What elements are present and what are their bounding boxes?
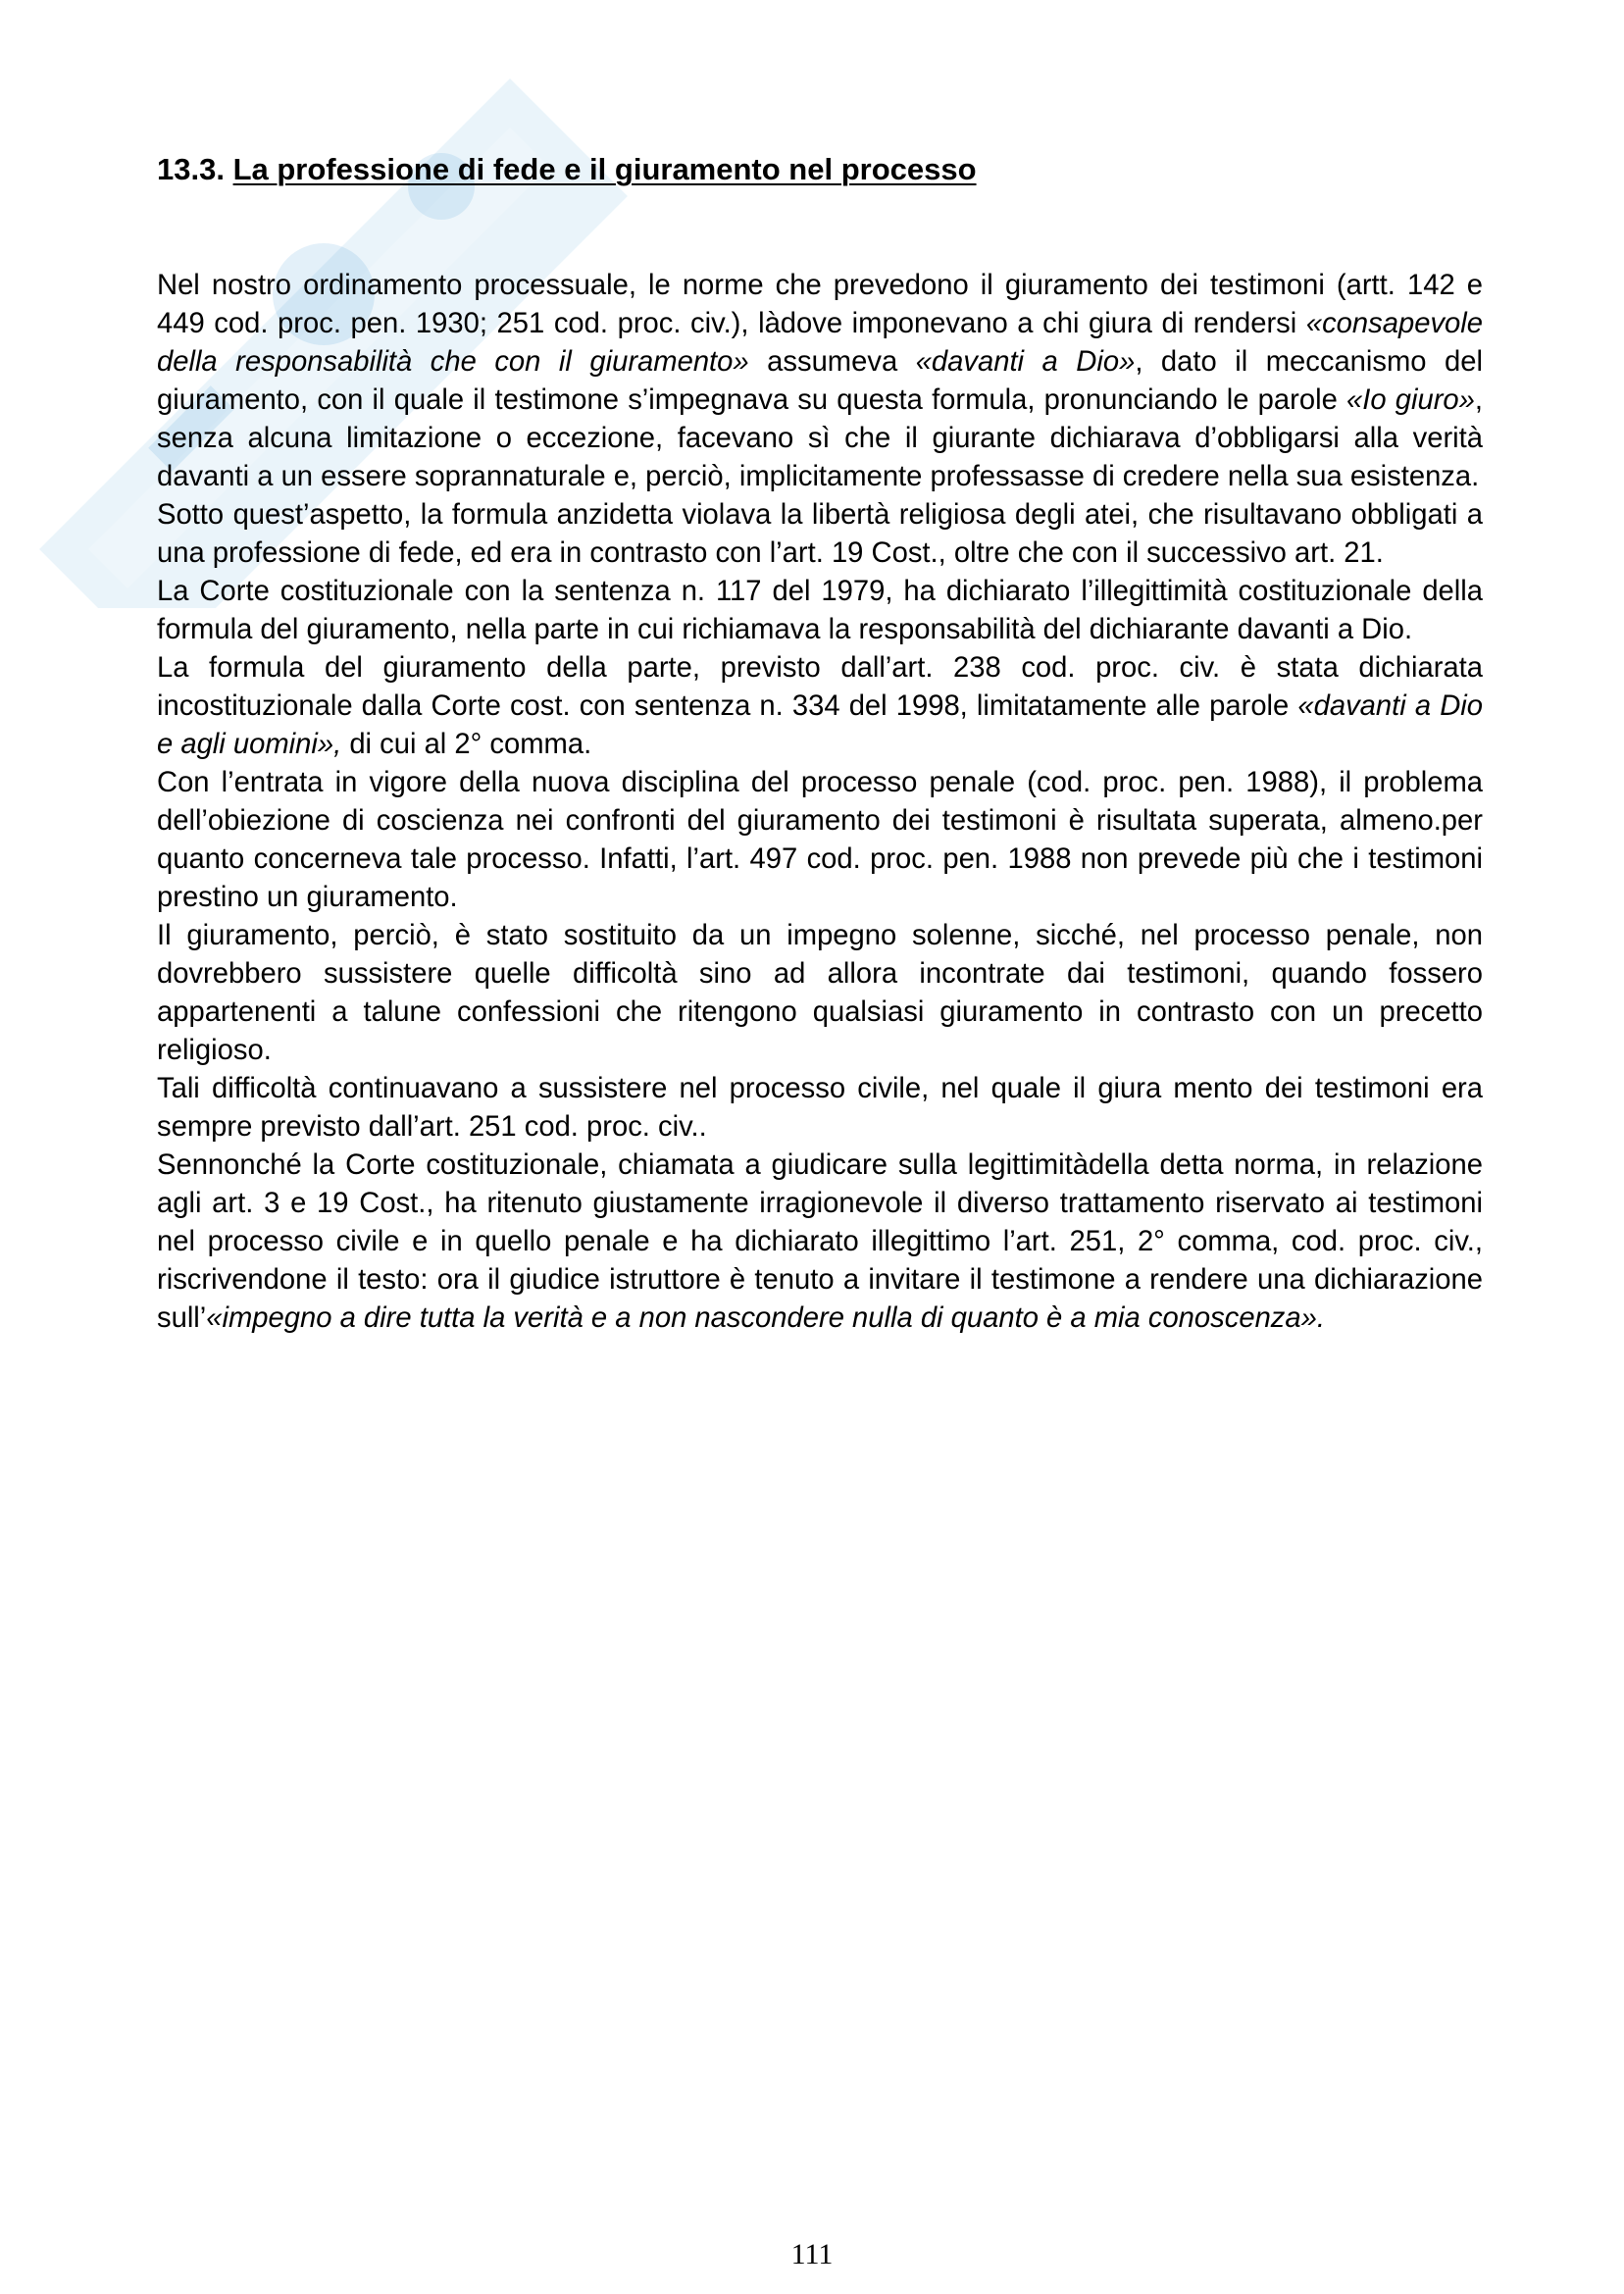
section-number: 13.3.	[157, 152, 225, 186]
text-run: Il giuramento, perciò, è stato sostituito da un impegno solenne, sicché, nel processo penale, non dovrebbero sussistere quelle difficoltà sino ad allora incontrate dai testimoni, quando fossero appartenenti a talune confessioni che ritengono qualsiasi giuramento in contrasto con un precetto religioso.	[157, 920, 1483, 1066]
section-title: La professione di fede e il giuramento nel processo	[232, 152, 977, 186]
paragraph	[157, 1147, 1483, 1338]
quoted-text: «impegno a dire tutta la verità e a non nascondere nulla di quanto è a mia conoscenza».	[206, 1302, 1325, 1334]
text-run: La formula del giuramento della parte, previsto dall’art. 238 cod. proc. civ. è stata dichiarata incostituzionale dalla Corte cost. con sentenza n. 334 del 1998, limitatamente alle parole	[157, 652, 1483, 722]
quoted-text: «consapevole della responsabilità che con il giuramento»	[157, 308, 1483, 378]
paragraph	[157, 573, 1483, 649]
quoted-text: «Io giuro»	[1345, 384, 1475, 416]
paragraph	[157, 917, 1483, 1070]
text-run: Nel nostro ordinamento processuale, le norme che prevedono il giuramento dei testimoni (artt. 142 e 449 cod. proc. pen. 1930; 251 cod. proc. civ.), làdove imponevano a chi giura di rendersi	[157, 270, 1483, 339]
text-run: , dato il meccanismo del giuramento, con il quale il testimone s’impegnava su questa formula, pronunciando le parole	[157, 346, 1483, 416]
page-number: 111	[790, 2238, 834, 2270]
paragraph	[157, 267, 1483, 496]
paragraph	[157, 1070, 1483, 1147]
quoted-text: «davanti a Dio»	[915, 346, 1136, 378]
text-run: La Corte costituzionale con la sentenza n. 117 del 1979, ha dichiarato l’illegittimità costituzionale della formula del giuramento, nella parte in cui richiamava la responsabilità del dichiarante davanti a Dio.	[157, 576, 1483, 645]
text-run: Sotto quest’aspetto, la formula anzidetta violava la libertà religiosa degli atei, che risultavano obbligati a una professione di fede, ed era in contrasto con l’art. 19 Cost., oltre che con il successivo art. 21.	[157, 499, 1483, 569]
text-run: assumeva	[748, 346, 916, 378]
text-run: di cui al 2° comma.	[341, 729, 592, 760]
text-run: Sennonché la Corte costituzionale, chiamata a giudicare sulla legittimitàdella detta norma, in relazione agli art. 3 e 19 Cost., ha ritenuto giustamente irragionevole il diverso trattamento riservato ai testimoni nel processo civile e in quello penale e ha dichiarato illegittimo l’art. 251, 2° comma, cod. proc. civ., riscrivendone il testo: ora il giudice istruttore è tenuto a invitare il testimone a rendere una dichiarazione sull’	[157, 1149, 1483, 1334]
paragraph	[157, 764, 1483, 917]
quoted-text: «davanti a Dio e agli uomini»,	[157, 690, 1483, 760]
text-run: , senza alcuna limitazione o eccezione, facevano sì che il giurante dichiarava d’obbligarsi alla verità davanti a un essere soprannaturale e, perciò, implicitamente professasse di credere nella sua esistenza.	[157, 384, 1483, 492]
text-run: Tali difficoltà continuavano a sussistere nel processo civile, nel quale il giura mento dei testimoni era sempre previsto dall’art. 251 cod. proc. civ..	[157, 1073, 1483, 1143]
body-text	[157, 267, 1483, 1338]
text-run: Con l’entrata in vigore della nuova disciplina del processo penale (cod. proc. pen. 1988), il problema dell’obiezione di coscienza nei confronti del giuramento dei testimoni è risultata superata, almeno.per quanto concerneva tale processo. Infatti, l’art. 497 cod. proc. pen. 1988 non prevede più che i testimoni prestino un giuramento.	[157, 767, 1483, 913]
paragraph	[157, 649, 1483, 764]
section-heading	[157, 152, 977, 187]
paragraph	[157, 496, 1483, 573]
